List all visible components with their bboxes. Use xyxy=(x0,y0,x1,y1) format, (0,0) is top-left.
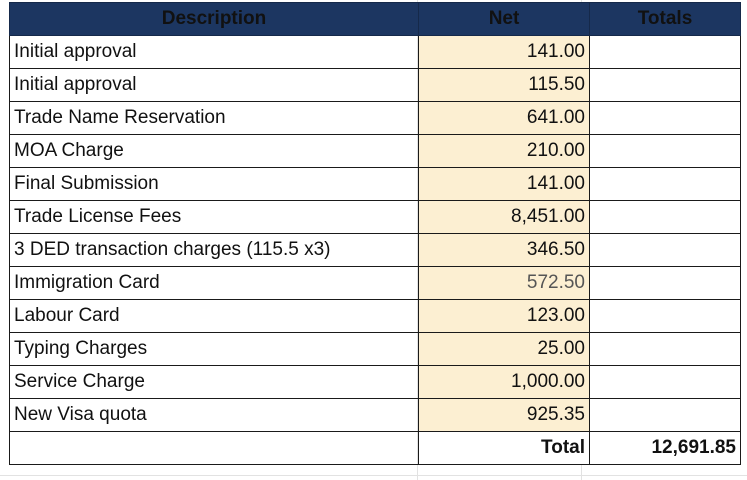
table-row xyxy=(10,333,741,366)
net-cell[interactable]: 8,451.00 xyxy=(419,201,590,234)
header-totals[interactable]: Totals xyxy=(590,3,741,36)
table-row xyxy=(10,267,741,300)
total-label[interactable]: Total xyxy=(419,432,590,465)
description-cell[interactable]: MOA Charge xyxy=(10,135,419,168)
description-cell[interactable]: Service Charge xyxy=(10,366,419,399)
table-row xyxy=(10,168,741,201)
totals-cell[interactable] xyxy=(590,201,741,234)
totals-cell[interactable] xyxy=(590,267,741,300)
table-row xyxy=(10,69,741,102)
description-cell[interactable]: Typing Charges xyxy=(10,333,419,366)
net-cell[interactable]: 346.50 xyxy=(419,234,590,267)
totals-cell[interactable] xyxy=(590,300,741,333)
totals-cell[interactable] xyxy=(590,366,741,399)
gridline xyxy=(0,475,747,476)
empty-cell[interactable] xyxy=(10,432,419,465)
table-row xyxy=(10,234,741,267)
totals-cell[interactable] xyxy=(590,234,741,267)
description-cell[interactable]: Trade License Fees xyxy=(10,201,419,234)
totals-cell[interactable] xyxy=(590,168,741,201)
description-cell[interactable]: Trade Name Reservation xyxy=(10,102,419,135)
description-cell[interactable]: New Visa quota xyxy=(10,399,419,432)
table-row xyxy=(10,135,741,168)
table-row xyxy=(10,201,741,234)
totals-cell[interactable] xyxy=(590,69,741,102)
table-row xyxy=(10,300,741,333)
table-row xyxy=(10,366,741,399)
total-row xyxy=(10,432,741,465)
table-row xyxy=(10,36,741,69)
total-value[interactable]: 12,691.85 xyxy=(590,432,741,465)
totals-cell[interactable] xyxy=(590,36,741,69)
description-cell[interactable]: 3 DED transaction charges (115.5 x3) xyxy=(10,234,419,267)
net-cell[interactable]: 123.00 xyxy=(419,300,590,333)
totals-cell[interactable] xyxy=(590,399,741,432)
description-cell[interactable]: Immigration Card xyxy=(10,267,419,300)
totals-cell[interactable] xyxy=(590,102,741,135)
totals-cell[interactable] xyxy=(590,135,741,168)
table-row xyxy=(10,102,741,135)
net-cell[interactable]: 141.00 xyxy=(419,36,590,69)
header-description[interactable]: Description xyxy=(10,3,419,36)
net-cell[interactable]: 925.35 xyxy=(419,399,590,432)
table-row xyxy=(10,399,741,432)
header-row xyxy=(10,3,741,36)
net-cell[interactable]: 641.00 xyxy=(419,102,590,135)
net-cell[interactable]: 115.50 xyxy=(419,69,590,102)
fees-table xyxy=(9,2,741,465)
description-cell[interactable]: Final Submission xyxy=(10,168,419,201)
net-cell[interactable]: 210.00 xyxy=(419,135,590,168)
header-net[interactable]: Net xyxy=(419,3,590,36)
net-cell[interactable]: 25.00 xyxy=(419,333,590,366)
net-cell[interactable]: 1,000.00 xyxy=(419,366,590,399)
description-cell[interactable]: Initial approval xyxy=(10,36,419,69)
description-cell[interactable]: Labour Card xyxy=(10,300,419,333)
totals-cell[interactable] xyxy=(590,333,741,366)
net-cell[interactable]: 572.50 xyxy=(419,267,590,300)
net-cell[interactable]: 141.00 xyxy=(419,168,590,201)
description-cell[interactable]: Initial approval xyxy=(10,69,419,102)
